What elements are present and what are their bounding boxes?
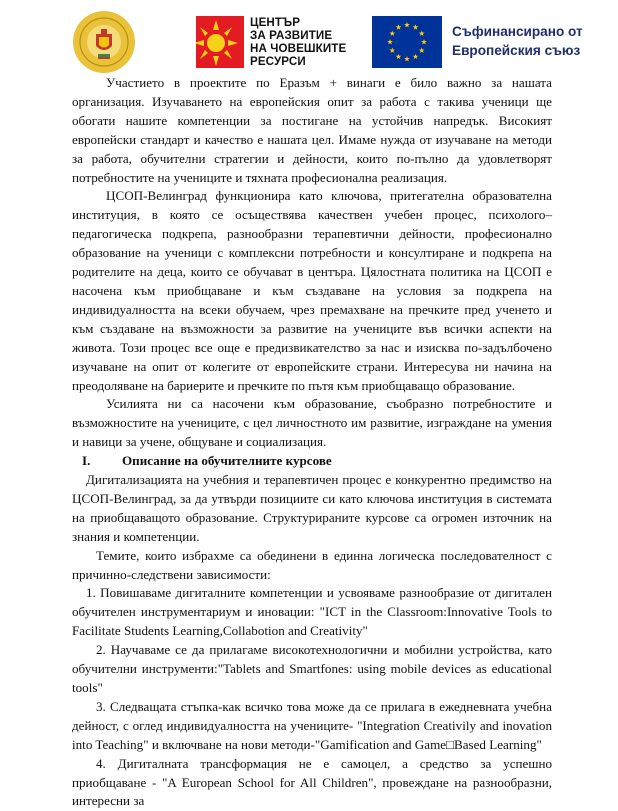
list-item: 3. Следващата стъпка-как всичко това може да се прилага в ежедневната учебна дейност, с оглед индивидуалността на учениците- "Integration Creativily and inovation into Teaching" и включване на нови методи-"Gamification and Game□Based Learning" xyxy=(72,698,552,752)
paragraph: ЦСОП-Велинград функционира като ключова, притегателна образователна институция, в която се осъществява качествен учебен процес, психолого–педагогическа подкрепа, разнообразни терапевтични дейности, професионално образование на ученици с комплексни потребности и консултиране и подкрепа на родителите на деца, които се обучават в центъра. Цялостната политика на ЦСОП е насочена към приобщаване и към създаване на условия за подкрепа на индивидуалността на всеки обучаем, чрез премахване на пречките пред ученето и към създаване на възможности за развитие на учениците във всички аспекти на живота. Този процес все още е предизвикателство за нас и изисква по-задълбочено изучаване на опит от колегите от европейските страни. Интересува ни начина на преодоляване на бариерите и пречките по пътя към приобщаващо образование. xyxy=(72,188,552,393)
section-title: Описание на обучителните курсове xyxy=(122,453,332,469)
eu-text-line: Европейския съюз xyxy=(452,43,581,58)
eu-text-line: Съфинансирано от xyxy=(452,24,583,39)
paragraph: Темите, които избрахме са обединени в единна логическа последователност с причинно-следствени зависимости: xyxy=(72,547,552,582)
eu-cofunded-text xyxy=(452,22,612,60)
hrd-logo-line: ЗА РАЗВИТИЕ xyxy=(250,29,333,42)
list-item: 4. Дигиталната трансформация не е самоцел, а средство за успешно приобщаване - "A European School for All Children", провеждане на разнообразни, интересни за xyxy=(72,755,552,809)
sun-icon xyxy=(196,16,244,68)
hrd-logo-line: РЕСУРСИ xyxy=(250,55,306,68)
list-item: 2. Научаваме се да прилагаме високотехнологични и мобилни устройства, като обучителни инструменти:"Tablets and Smartfones: using mobile devices as educational tools" xyxy=(72,642,552,695)
hrd-center-logo xyxy=(196,16,356,68)
hrd-logo-text xyxy=(250,16,360,68)
section-number: I. xyxy=(82,453,91,469)
eu-flag-icon xyxy=(372,16,442,68)
list-item: 1. Повишаваме дигиталните компетенции и усвояваме разнообразие от дигитален обучителен инструментариум и иновации: "ICT in the Classroom:Innovative Tools to Facilitate Students Learning,Collabotion and Creativity" xyxy=(72,585,552,639)
hrd-logo-line: НА ЧОВЕШКИТЕ xyxy=(250,42,347,55)
paragraph: Усилията ни са насочени към образование, съобразно потребностите и възможностите на учениците, с цел личностното им развитие, изграждане на умения и навици за учене, общуване и социализация. xyxy=(72,396,552,450)
paragraph: Участието в проектите по Еразъм + винаги е било важно за нашата организация. Изучаването на европейския опит за работа с такива ученици ще обогати нашите компетенции за постигане на устойчив напредък. Високият европейски стандарт и качество е нашата цел. Имаме нужда от изучаване на методи за работа, обучителни стратегии и дейности, които по-пълно да удовлетворят потребностите на учениците и тяхната професионална реализация. xyxy=(72,75,552,185)
header-logos xyxy=(0,10,618,76)
document-body xyxy=(72,74,552,811)
paragraph: Дигитализацията на учебния и терапевтичен процес е конкурентно предимство на ЦСОП-Велинград, за да утвърди позициите си като ключова институция в системата на приобщаващото образование. Структурираните курсове са огромен източник на знания и компетенции. xyxy=(72,472,552,544)
institution-seal-icon xyxy=(72,10,136,74)
section-heading xyxy=(72,452,552,471)
hrd-logo-line: ЦЕНТЪР xyxy=(250,16,301,29)
